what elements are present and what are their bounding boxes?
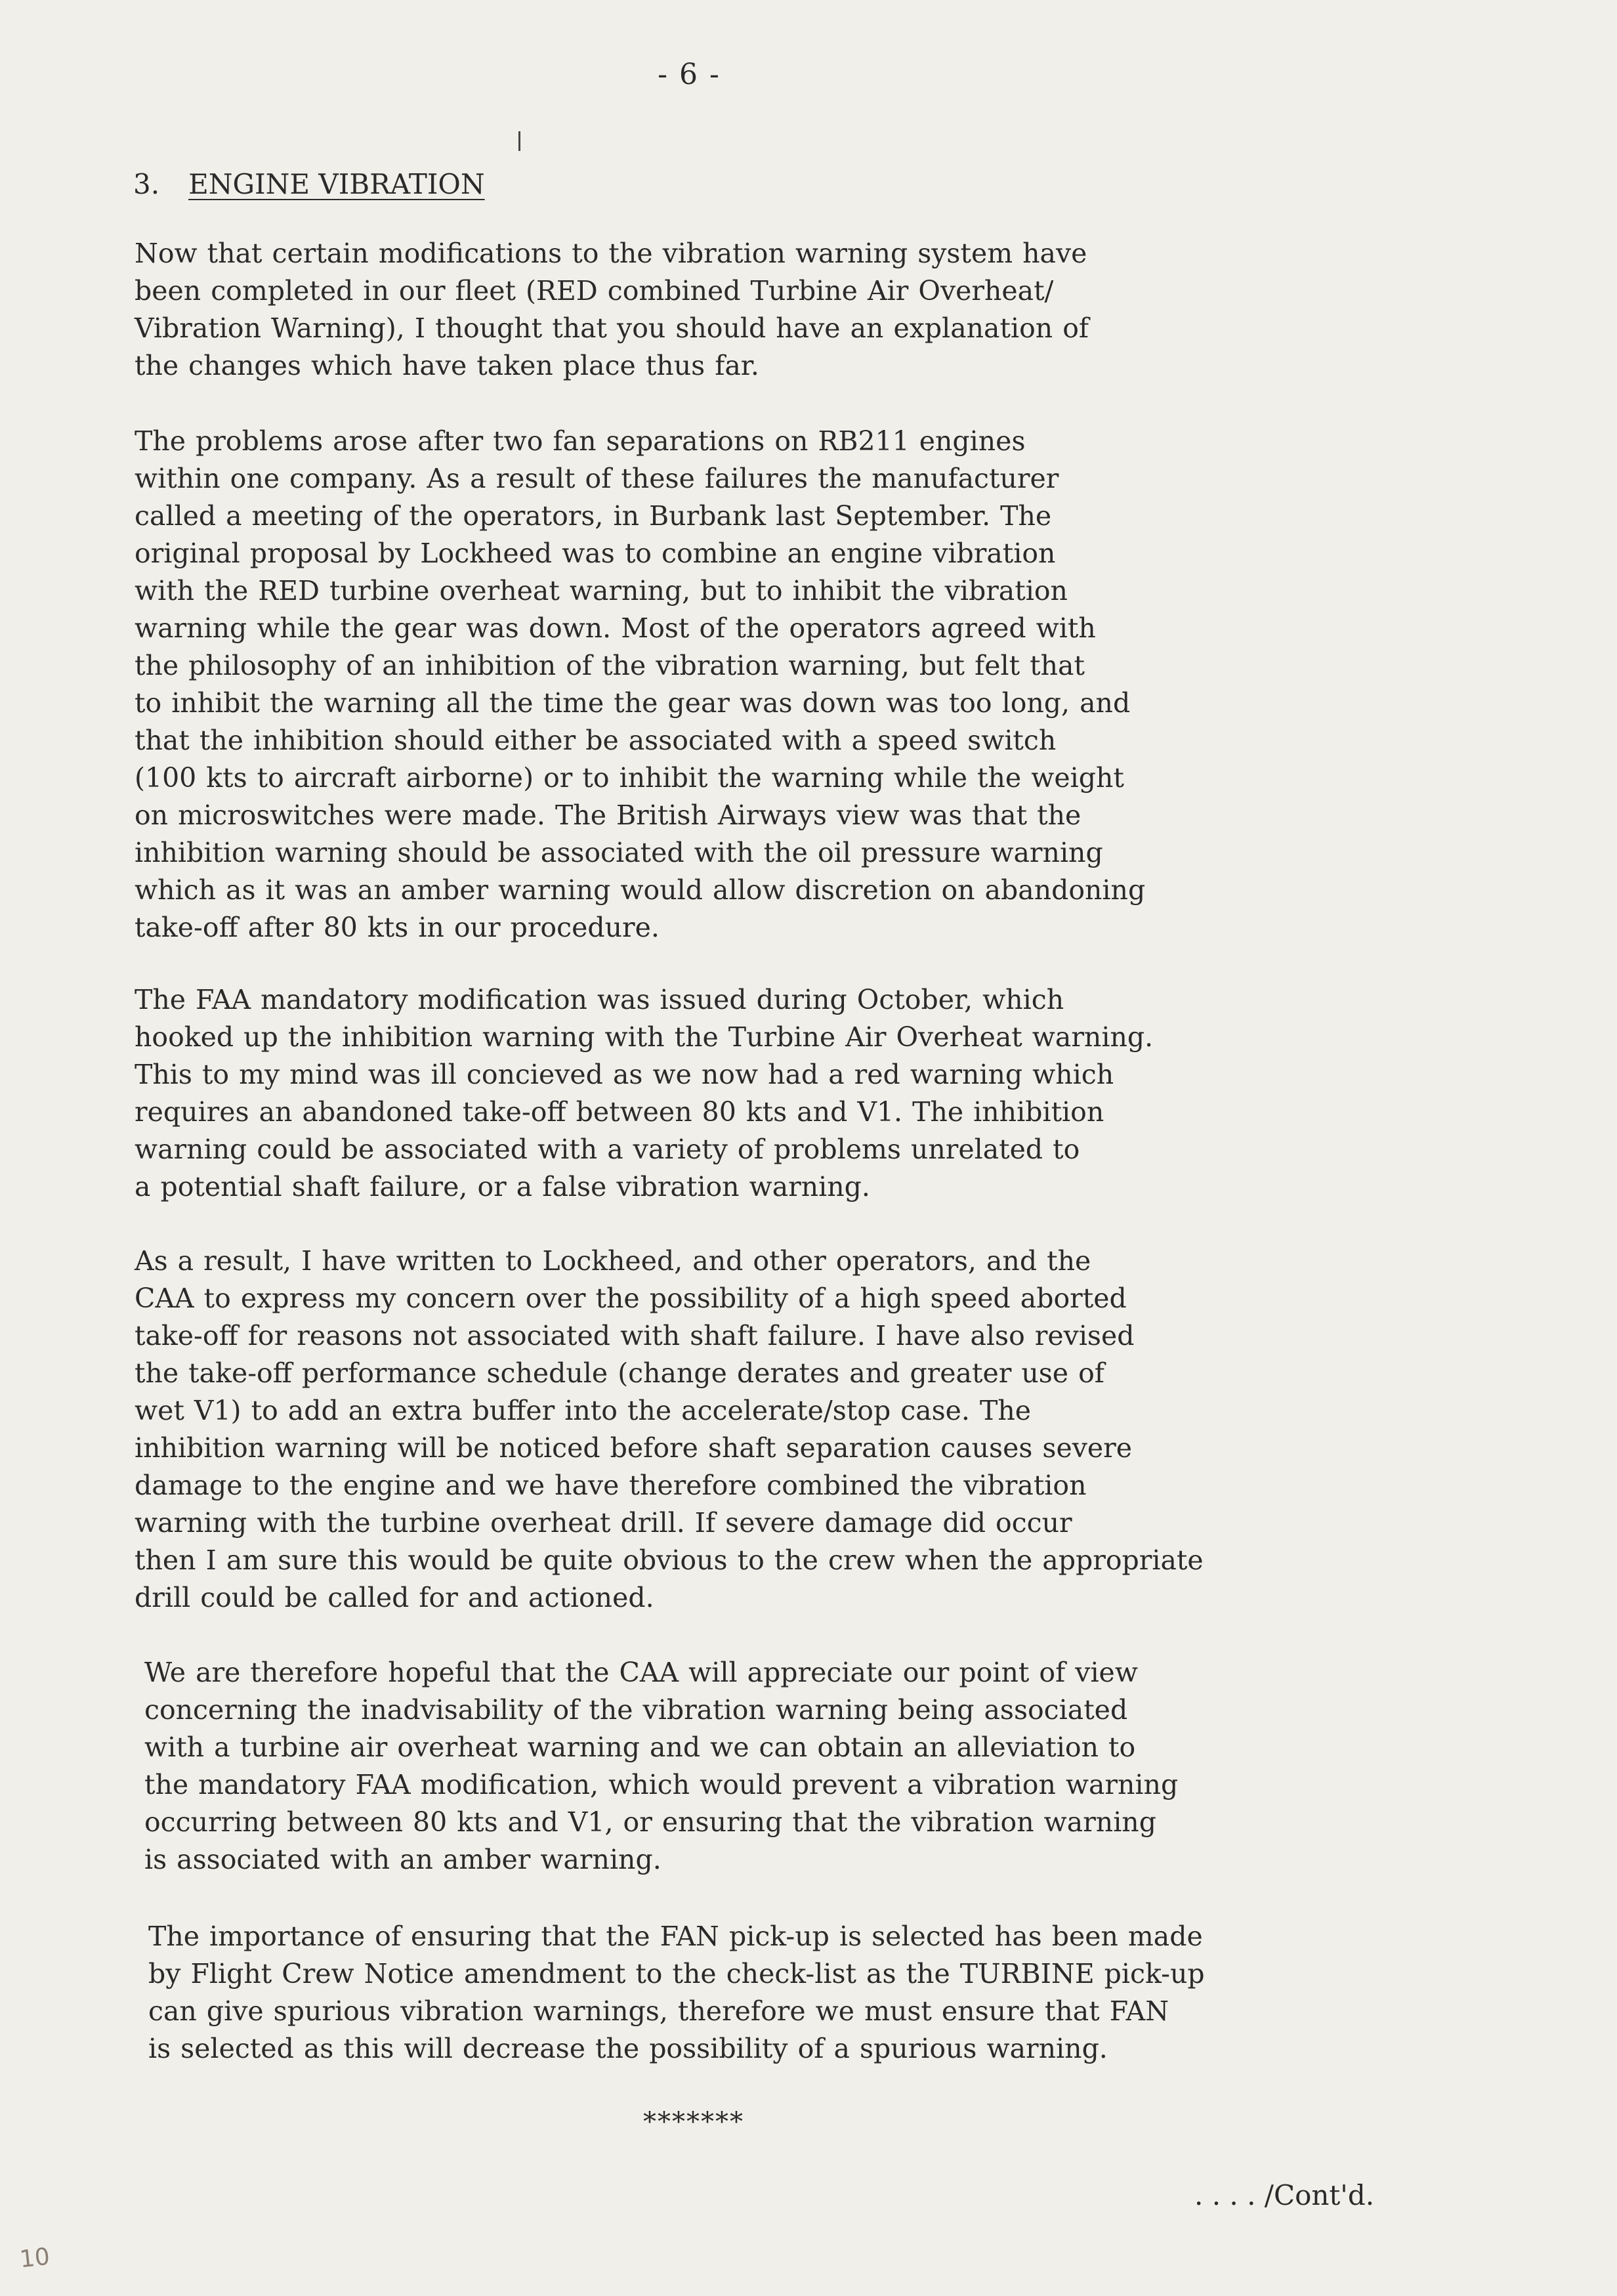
paragraph-intro: Now that certain modifications to the vibration warning system have been completed in our fleet (RED combined Turbine Air Overheat/ Vibration Warning), I thought that you should have an explanation of the changes which have taken place thus far. bbox=[135, 238, 1089, 381]
paragraph-faa-modification: The FAA mandatory modification was issued during October, which hooked up the inhibition warning with the Turbine Air Overheat warning. This to my mind was ill concieved as we now had a red warning which requires an abandoned take-off between 80 kts and V1. The inhibition warning could be associated with a variety of problems unrelated to a potential shaft failure, or a false vibration warning. bbox=[135, 984, 1154, 1202]
continued-marker: . . . . /Cont'd. bbox=[1194, 2179, 1375, 2211]
section-heading bbox=[133, 168, 485, 200]
page-number: - 6 - bbox=[658, 58, 721, 91]
paragraph-result: As a result, I have written to Lockheed, and other operators, and the CAA to express my concern over the possibility of a high speed aborted take-off for reasons not associated with shaft failure. I have also revised the take-off performance schedule (change derates and greater use of wet V1) to add an extra buffer into the accelerate/stop case. The inhibition warning will be noticed before shaft separation causes severe damage to the engine and we have therefore combined the vibration warning with the turbine overheat drill. If severe damage did occur then I am sure this would be quite obvious to the crew when the appropriate drill could be called for and actioned. bbox=[135, 1245, 1204, 1613]
paragraph-caa-hope: We are therefore hopeful that the CAA will appreciate our point of view concerning the inadvisability of the vibration warning being associated with a turbine air overheat warning and we can obtain an alleviation to the mandatory FAA modification, which would prevent a vibration warning occurring between 80 kts and V1, or ensuring that the vibration warning is associated with an amber warning. bbox=[144, 1657, 1179, 1875]
paragraph-problems: The problems arose after two fan separations on RB211 engines within one company. As a result of these failures the manufacturer called a meeting of the operators, in Burbank last September. The original proposal by Lockheed was to combine an engine vibration with the RED turbine overheat warning, but to inhibit the vibration warning while the gear was down. Most of the operators agreed with the philosophy of an inhibition of the vibration warning, but felt that to inhibit the warning all the time the gear was down was too long, and that the inhibition should either be associated with a speed switch (100 kts to aircraft airborne) or to inhibit the warning while the weight on microswitches were made. The British Airways view was that the inhibition warning should be associated with the oil pressure warning which as it was an amber warning would allow discretion on abandoning take-off after 80 kts in our procedure. bbox=[135, 425, 1146, 943]
pencil-mark bbox=[518, 131, 520, 151]
section-number: 3. bbox=[133, 168, 160, 200]
section-title: ENGINE VIBRATION bbox=[188, 168, 485, 200]
separator-stars: ******* bbox=[643, 2107, 744, 2137]
handwritten-margin-note: 10 bbox=[18, 2243, 51, 2274]
paragraph-fan-pickup: The importance of ensuring that the FAN pick-up is selected has been made by Flight Crew Notice amendment to the check-list as the TURBINE pick-up can give spurious vibration warnings, therefore we must ensure that FAN is selected as this will decrease the possibility of a spurious warning. bbox=[148, 1921, 1205, 2064]
